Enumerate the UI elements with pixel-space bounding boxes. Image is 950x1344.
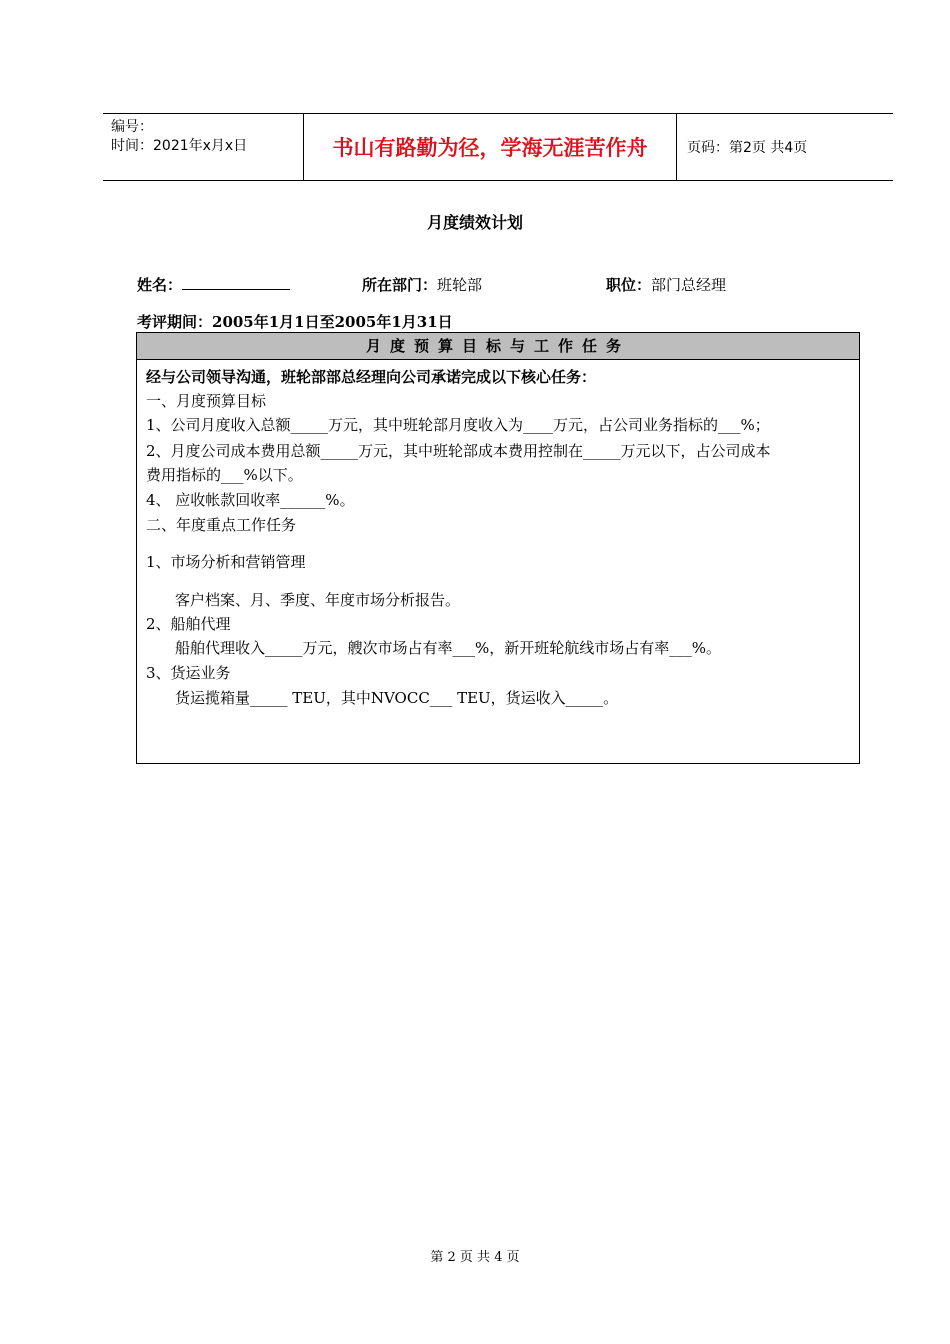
section-line: 1、公司月度收入总额_____万元，其中班轮部月度收入为____万元，占公司业务指标的___%； <box>146 416 770 434</box>
task-section <box>136 332 860 764</box>
page-footer: 第 2 页 共 4 页 <box>430 1250 520 1265</box>
department-field <box>362 274 482 295</box>
section-line: 二、年度重点工作任务 <box>146 516 297 534</box>
section-line: 4、 应收帐款回收率______%。 <box>146 491 355 509</box>
section-line: 客户档案、月、季度、年度市场分析报告。 <box>175 591 461 609</box>
header-page-label: 页码：第2页 共4页 <box>687 140 808 156</box>
document-header <box>103 113 893 181</box>
section-line: 1、市场分析和营销管理 <box>146 553 306 571</box>
number-label: 编号： <box>111 119 153 135</box>
name-field <box>137 274 290 295</box>
position-label: 职位： <box>606 276 652 294</box>
section-heading: 月度预算目标与工作任务 <box>137 333 859 360</box>
name-blank <box>182 277 290 290</box>
evaluation-period: 考评期间：2005年1月1日至2005年1月31日 <box>137 313 453 331</box>
section-line: 2、船舶代理 <box>146 615 231 633</box>
department-value: 班轮部 <box>437 276 483 294</box>
section-line: 货运揽箱量_____ TEU，其中NVOCC___ TEU，货运收入_____。 <box>175 689 619 707</box>
header-motto: 书山有路勤为径，学海无涯苦作舟 <box>304 114 677 180</box>
document-title: 月度绩效计划 <box>426 213 523 232</box>
header-meta <box>103 114 304 180</box>
department-label: 所在部门： <box>362 276 438 294</box>
position-field <box>606 274 726 295</box>
position-value: 部门总经理 <box>651 276 727 294</box>
section-line: 3、货运业务 <box>146 664 231 682</box>
section-line: 费用指标的___%以下。 <box>146 466 303 484</box>
section-line: 2、月度公司成本费用总额_____万元，其中班轮部成本费用控制在_____万元以下，占公司成本 <box>146 442 771 460</box>
name-label: 姓名： <box>137 276 183 294</box>
section-line: 经与公司领导沟通，班轮部部总经理向公司承诺完成以下核心任务： <box>146 368 597 386</box>
section-line: 一、月度预算目标 <box>146 392 267 410</box>
time-label: 时间：2021年x月x日 <box>111 138 248 154</box>
section-line: 船舶代理收入_____万元，艘次市场占有率___%，新开班轮航线市场占有率___%。 <box>175 639 722 657</box>
